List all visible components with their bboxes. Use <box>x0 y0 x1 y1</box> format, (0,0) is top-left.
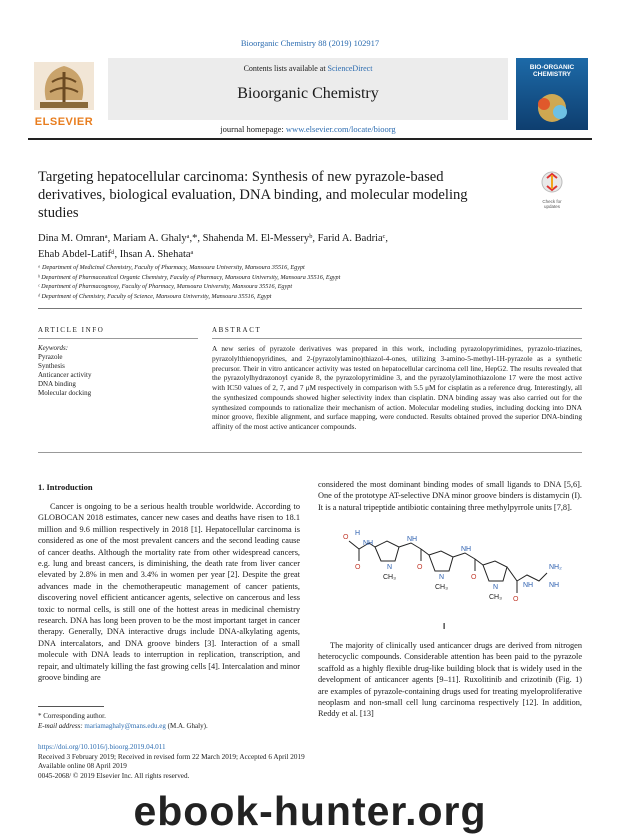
intro-paragraph-3: The majority of clinically used anticancer drugs are derived from nitrogen heterocyclic compounds. Considerable attention has been paid to the pyrazole scaffold as a highly flexible drug-like building block that is widely used in the development of anticancer agents [9–11]. Ruxolitinib and crizotinib (Fig. 1) are examples of pyrazole-containing drugs used for treating myeloproliferative neoplasm and non-small cell lung carcinoma respectively [12]. In addition, Reddy et al. [13] <box>318 641 582 719</box>
received-dates: Received 3 February 2019; Received in revised form 22 March 2019; Accepted 6 April 2019 <box>38 752 305 761</box>
affiliation-b: ᵇ Department of Pharmaceutical Organic Chemistry, Faculty of Pharmacy, Mansoura University, Mansoura 35516, Egypt <box>38 273 341 281</box>
atom-oxygen: O <box>471 574 477 581</box>
elsevier-wordmark: ELSEVIER <box>34 116 94 128</box>
atom-nitrogen: N <box>439 574 445 581</box>
author-list <box>38 231 558 262</box>
doi-link[interactable]: https://doi.org/10.1016/j.bioorg.2019.04.011 <box>38 743 166 751</box>
methyl-group: CH₃ <box>435 584 448 591</box>
keywords-label: Keywords: <box>38 344 69 352</box>
affiliations <box>38 263 578 302</box>
sciencedirect-link[interactable]: ScienceDirect <box>327 64 373 73</box>
journal-homepage <box>108 124 508 134</box>
atom-nh: NH <box>523 582 534 589</box>
check-updates-label: Check for updates <box>542 199 562 209</box>
email-line <box>38 722 338 732</box>
footnote-rule <box>38 706 104 707</box>
atom-nh2: NH₂ <box>549 564 562 571</box>
available-online: Available online 08 April 2019 <box>38 762 127 771</box>
article-info-rule <box>38 338 198 339</box>
atom-nh: NH <box>363 540 374 547</box>
homepage-prefix: journal homepage: <box>220 124 286 134</box>
email-suffix: (M.A. Ghaly). <box>165 721 208 730</box>
atom-oxygen: O <box>417 564 423 571</box>
article-info-heading: ARTICLE INFO <box>38 326 105 334</box>
abstract-heading: ABSTRACT <box>212 326 262 334</box>
journal-title: Bioorganic Chemistry <box>237 85 379 102</box>
abstract-text: A new series of pyrazole derivatives was prepared in this work, including pyrazolopyrimidines, pyrazolo-triazines, pyrazolylthienopyridines, and 2-(pyrazolylamino)thiazol-4-ones, utilizing 3-amino-5-methyl-1H-pyrazole as a synthetic precursor. Their in vitro anticancer activity was tested on hepatocellular carcinoma cell line, HepG2. The results revealed that the pyrazolylhydrazonoyl cyanide 8, the pyrazolopyrimidine 3, and the pyrazolylaminothiazolone 17 were the most active with IC50 values of 2, 7, and 7 μM respectively in comparison with 5.5 μM for cisplatin as a reference drug. Interestingly, all the synthesized compounds showed higher selectivity index than cisplatin. DNA binding assay was also carried out for the synthesized compounds to rationalize their mechanism of action. Molecular modeling studies, including docking into DNA minor groove, flexible alignment, and surface mapping, were conducted. Results obtained proved the superior DNA-binding affinity of the most active anticancer compounds. <box>212 344 582 431</box>
article-meta <box>38 743 438 781</box>
journal-header <box>28 58 592 136</box>
check-for-updates-badge[interactable] <box>537 170 567 209</box>
contents-prefix: Contents lists available at <box>243 64 328 73</box>
section-rule <box>38 308 582 309</box>
cover-title: BIO-ORGANIC CHEMISTRY <box>529 64 575 79</box>
check-updates-icon <box>537 170 567 194</box>
abstract-end-rule <box>38 452 582 453</box>
elsevier-logo <box>28 60 100 130</box>
atom-nitrogen: N <box>387 564 393 571</box>
abstract-rule <box>212 338 582 339</box>
keyword: Molecular docking <box>38 389 92 397</box>
methyl-group: CH₃ <box>489 594 502 601</box>
footnotes <box>38 712 338 731</box>
affiliation-c: ᶜ Department of Pharmacognosy, Faculty of Pharmacy, Mansoura University, Mansoura 35516, Egypt <box>38 283 293 291</box>
watermark: ebook-hunter.org <box>133 788 487 834</box>
keyword: Anticancer activity <box>38 371 92 379</box>
keywords-block <box>38 344 198 398</box>
atom-oxygen: O <box>355 564 361 571</box>
journal-cover <box>516 58 588 130</box>
journal-box <box>108 58 508 120</box>
atom-nh: NH <box>461 546 472 553</box>
intro-paragraph-2: considered the most dominant binding modes of small ligands to DNA [5,6]. One of the prototype AT-selective DNA minor groove binders is distamycin (I). It is a natural tripeptide antibiotic containing three methylpyrrole units [7,8]. <box>318 480 582 512</box>
intro-paragraph-1: Cancer is ongoing to be a serious health trouble worldwide. According to GLOBOCAN 2018 estimates, cancer new cases and deaths have risen to 18.1 million and 9.6 million respectively in 2018 [1]. Hepatocellular carcinoma is considered as one of the most prevalent cancers and the second leading cause of cancer deaths. Although the mortality rate from other widespread cancers, e.g. lung and breast cancers, is diminishing, the death rate from liver cancer elevated by 2.8% in men and 3.4% in women per year [2]. Despite the great advances made in the chemotherapeutic management of cancer patients, discovering novel efficient anticancer agents, selective on cancerous and less toxic to normal cells, is still one of the hottest areas in medicinal chemistry research. DNA has long been proven to be the most important target in cancer therapy. Generally, DNA interactive drugs include DNA-alkylating agents, DNA intercalators, and DNA groove binders [3]. Interaction of a small molecule with DNA leads to interruption in replication, transcription, and repair, and ultimately killing the fast growing cells [4]. Intercalation and minor groove binding are <box>38 502 300 683</box>
journal-citation[interactable]: Bioorganic Chemistry 88 (2019) 102917 <box>240 38 380 48</box>
atom-nh: NH <box>407 536 418 543</box>
email-label: E-mail address: <box>38 721 85 730</box>
affiliation-a: ᵃ Department of Medicinal Chemistry, Faculty of Pharmacy, Mansoura University, Mansoura 35516, Egypt <box>38 264 305 271</box>
homepage-link[interactable]: www.elsevier.com/locate/bioorg <box>285 124 396 134</box>
atom-nh: NH <box>549 582 560 589</box>
atom-oxygen: O <box>343 534 349 541</box>
atom-nitrogen: N <box>493 584 499 591</box>
atom-hydrogen: H <box>355 530 361 537</box>
cover-art-icon <box>524 88 580 126</box>
email-link[interactable]: mariamaghaly@mans.edu.eg <box>84 721 166 730</box>
authors-line-1: Dina M. Omranᵃ, Mariam A. Ghalyᵃ,*, Shahenda M. El-Messeryᵇ, Farid A. Badriaᶜ, <box>38 233 388 244</box>
molecule-label: I <box>443 622 446 631</box>
introduction-heading: 1. Introduction <box>38 482 93 492</box>
contents-line <box>108 64 508 73</box>
corresponding-author-note: * Corresponding author. <box>38 712 106 720</box>
copyright: 0045-2068/ © 2019 Elsevier Inc. All rights reserved. <box>38 771 190 780</box>
keyword: Synthesis <box>38 362 65 370</box>
methyl-group: CH₃ <box>383 574 396 581</box>
distamycin-structure <box>335 525 565 633</box>
keyword: DNA binding <box>38 380 76 388</box>
article-title: Targeting hepatocellular carcinoma: Synthesis of new pyrazole-based derivatives, biological evaluation, DNA binding, and molecular modeling studies <box>38 169 468 221</box>
keyword: Pyrazole <box>38 353 63 361</box>
authors-line-2: Ehab Abdel-Latifᵈ, Ihsan A. Shehataᵃ <box>38 248 194 260</box>
atom-oxygen: O <box>513 596 519 603</box>
affiliation-d: ᵈ Department of Chemistry, Faculty of Science, Mansoura University, Mansoura 35516, Egypt <box>38 293 272 301</box>
header-rule <box>28 138 592 140</box>
